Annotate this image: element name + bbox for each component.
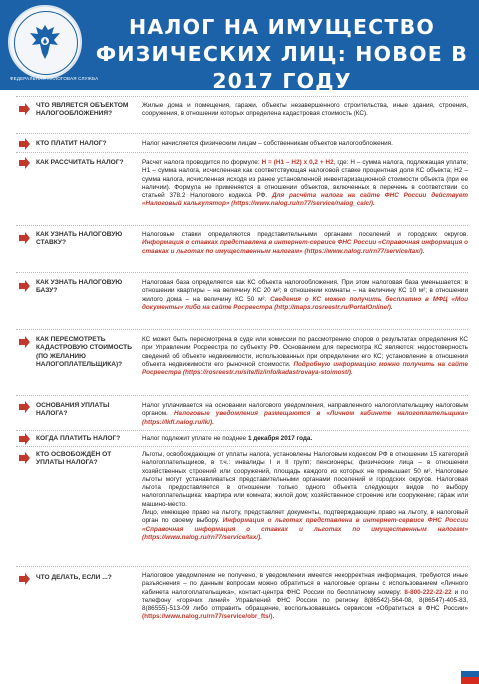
red-arrow-icon: [18, 103, 30, 115]
row-divider: [16, 133, 468, 134]
answer-text: [142, 435, 468, 443]
red-arrow-icon: [18, 232, 30, 244]
answer-text: [142, 572, 468, 622]
header-banner: [0, 0, 479, 93]
question-label: ЧТО ЯВЛЯЕТСЯ ОБЪЕКТОМ НАЛОГООБЛОЖЕНИЯ?: [36, 102, 129, 118]
row-divider: [16, 329, 468, 330]
question-label: КАК УЗНАТЬ НАЛОГОВУЮ БАЗУ?: [36, 279, 123, 295]
row-divider: [16, 272, 468, 273]
question-label: КАК РАССЧИТАТЬ НАЛОГ?: [36, 159, 124, 166]
red-arrow-icon: [18, 280, 30, 292]
red-arrow-icon: [18, 452, 30, 464]
logo-caption: ФЕДЕРАЛЬНАЯ НАЛОГОВАЯ СЛУЖБА: [10, 76, 99, 81]
question-label: КОГДА ПЛАТИТЬ НАЛОГ?: [36, 435, 121, 442]
deadline-date: 1 декабря 2017 года.: [247, 435, 313, 442]
answer-text: Жилые дома и помещения, гаражи, объекты незавершенного строительства, иные здания, строения, сооружения, в отношении которых определена кадастровая стоимость (КС).: [142, 102, 468, 118]
answer-text-part: Налог подлежит уплате не позднее: [142, 435, 248, 442]
answer-text-part: Расчет налога проводится по формуле:: [142, 159, 262, 166]
question-label: КАК УЗНАТЬ НАЛОГОВУЮ СТАВКУ?: [36, 231, 123, 247]
answer-text-part: Льготы, освобождающие от уплаты налога, установлены Налоговым кодексом РФ в отношении 15 категорий налогоплательщиков, в т.ч.: инвалиды I и II групп; пенсионеры; физические лица – в отношении хозяйственных строений или сооружений, площадь каждого из которых не превышает 50 м². Налоговые льготы могут устанавливаться представительными органами поселений и городских округов. Налоговая льгота предоставляется в отношении только одного объекта следующих видов по выбору налогоплательщика: квартира или комната; жилой дом; хозяйственное строение или сооружение; гараж или машино-место.: [142, 451, 468, 508]
personal-cabinet-link[interactable]: Налоговые уведомления размещаются в «Личном кабинете налогоплательщика» (https://lkfl.nalog.ru/lk/).: [142, 410, 468, 426]
row-divider: [16, 152, 468, 153]
rosreestr-info-link[interactable]: Подробную информацию можно получить на сайте Росреестра (https://rosreestr.ru/site/fiz/info/kadastrovaya-stoimost/).: [142, 360, 468, 377]
answer-text-part: КС может быть пересмотрена в суде или комиссии по рассмотрению споров о результатах определения КС при Управлении Росреестра по субъекту РФ. Основанием для пересмотра КС являются: недостоверность сведений об объекте недвижимости, использованных при определении его КС; установление в отношении объекта недвижимости его рыночной стоимости.: [142, 336, 468, 368]
tax-benefits-link[interactable]: Информация о льготах представлена в интернет-сервисе ФНС России «Справочная информация о ставках и льготах по имущественным налогам» (https://www.nalog.ru/rn77/service/tax/).: [142, 517, 468, 541]
answer-text: [142, 451, 468, 542]
row-divider: [16, 96, 468, 97]
question-label: КТО ОСВОБОЖДЁН ОТ УПЛАТЫ НАЛОГА?: [36, 451, 112, 467]
answer-text-part: и по телефону «горячих линий» Управлений ФНС России по региону 8(86542)-564-08, 8(86547)-405-83, 8(86555)-513-09 либо отправить обращение, воспользовавшись сервисом «Обратиться в ФНС России»: [142, 588, 468, 613]
red-arrow-icon: [18, 433, 30, 445]
row-divider: [16, 566, 468, 567]
rosreestr-map-link[interactable]: Сведения о КС можно получить бесплатно в МФЦ «Мои документы» либо на сайте Росреестра (http://maps.rosreestr.ru/PortalOnline/).: [142, 295, 469, 311]
hotline-phone[interactable]: 8-800-222-22-22: [404, 588, 452, 596]
russian-flag-corner: [461, 664, 479, 684]
calculator-link[interactable]: Для расчёта налога на сайте ФНС России действует «Налоговый калькулятор» (https://www.nalog.ru/rn77/service/nalog_calc/).: [142, 192, 468, 208]
answer-text: [142, 231, 468, 256]
page-title: НАЛОГ НА ИМУЩЕСТВО ФИЗИЧЕСКИХ ЛИЦ: НОВОЕ В 2017 ГОДУ: [95, 15, 469, 93]
row-divider: [16, 225, 468, 226]
red-arrow-icon: [18, 401, 30, 413]
question-label: КТО ПЛАТИТ НАЛОГ?: [36, 140, 107, 147]
answer-text-part: Налог уплачивается на основании налогового уведомления, направленного налогоплательщику налоговым органом.: [142, 402, 468, 418]
answer-text: [142, 279, 468, 312]
question-label: ЧТО ДЕЛАТЬ, ЕСЛИ ...?: [36, 574, 112, 581]
row-divider: [16, 395, 468, 396]
row-divider: [16, 430, 468, 431]
red-arrow-icon: [18, 157, 30, 169]
contact-fns-link[interactable]: (https://www.nalog.ru/rn77/service/obr_fts/).: [142, 613, 275, 621]
answer-text-part: , где: Н – сумма налога, подлежащая уплате; Н1 – сумма налога, исчисленная как соответствующая налоговой ставке процентная доля КС объекта; Н2 – сумма налога, исчисленная исходя из ранее установленной инвентаризационной стоимости объекта (при ее наличии). Формула не применяется в отношении объектов, включенных в перечень в соответствии со статьей 378.2 Налогового кодекса РФ.: [142, 159, 468, 200]
row-divider: [16, 446, 468, 447]
tax-rates-link[interactable]: Информация о ставках представлена в интернет-сервисе ФНС России «Справочная информация о ставках и льготах по имущественным налогам» (https://www.nalog.ru/rn77/service/tax/).: [142, 239, 468, 255]
red-arrow-icon: [18, 573, 30, 585]
answer-text: [142, 402, 468, 427]
answer-text: [142, 159, 468, 209]
red-arrow-icon: [18, 138, 30, 150]
answer-text-part: Лицо, имеющее право на льготу, представляет документы, подтверждающие право на льготу, в налоговый орган по своему выбору.: [142, 509, 468, 525]
answer-text-part: Налоговое уведомление не получено, в уведомлении имеется некорректная информация, требуются иные разъяснения – по данным вопросам можно обратиться в налоговые органы с использованием «Личного кабинета налогоплательщика», контакт-центра ФНС России по бесплатному номеру:: [142, 572, 468, 596]
question-label: КАК ПЕРЕСМОТРЕТЬ КАДАСТРОВУЮ СТОИМОСТЬ (ПО ЖЕЛАНИЮ НАЛОГОПЛАТЕЛЬЩИКА)?: [36, 336, 132, 368]
answer-text: Налог начисляется физическим лицам – собственникам объектов налогообложения.: [142, 140, 393, 147]
fns-emblem-logo: [8, 5, 82, 79]
formula-text: Н = (Н1 – Н2) х 0,2 + Н2: [261, 159, 334, 166]
eagle-icon: [26, 21, 64, 63]
answer-text: [142, 336, 468, 377]
answer-text-part: Налоговая база определяется как КС объекта налогообложения. При этом налоговая база уменьшается: в отношении квартиры – на величину КС 20 м²; в отношении комнаты – на величину КС 10 м²; в отношении жилого дома – на величину КС 50 м².: [142, 279, 468, 303]
answer-text-part: Налоговые ставки определяются представительными органами поселений и городских округов.: [142, 231, 468, 238]
question-label: ОСНОВАНИЯ УПЛАТЫ НАЛОГА?: [36, 402, 110, 418]
red-arrow-icon: [18, 336, 30, 348]
